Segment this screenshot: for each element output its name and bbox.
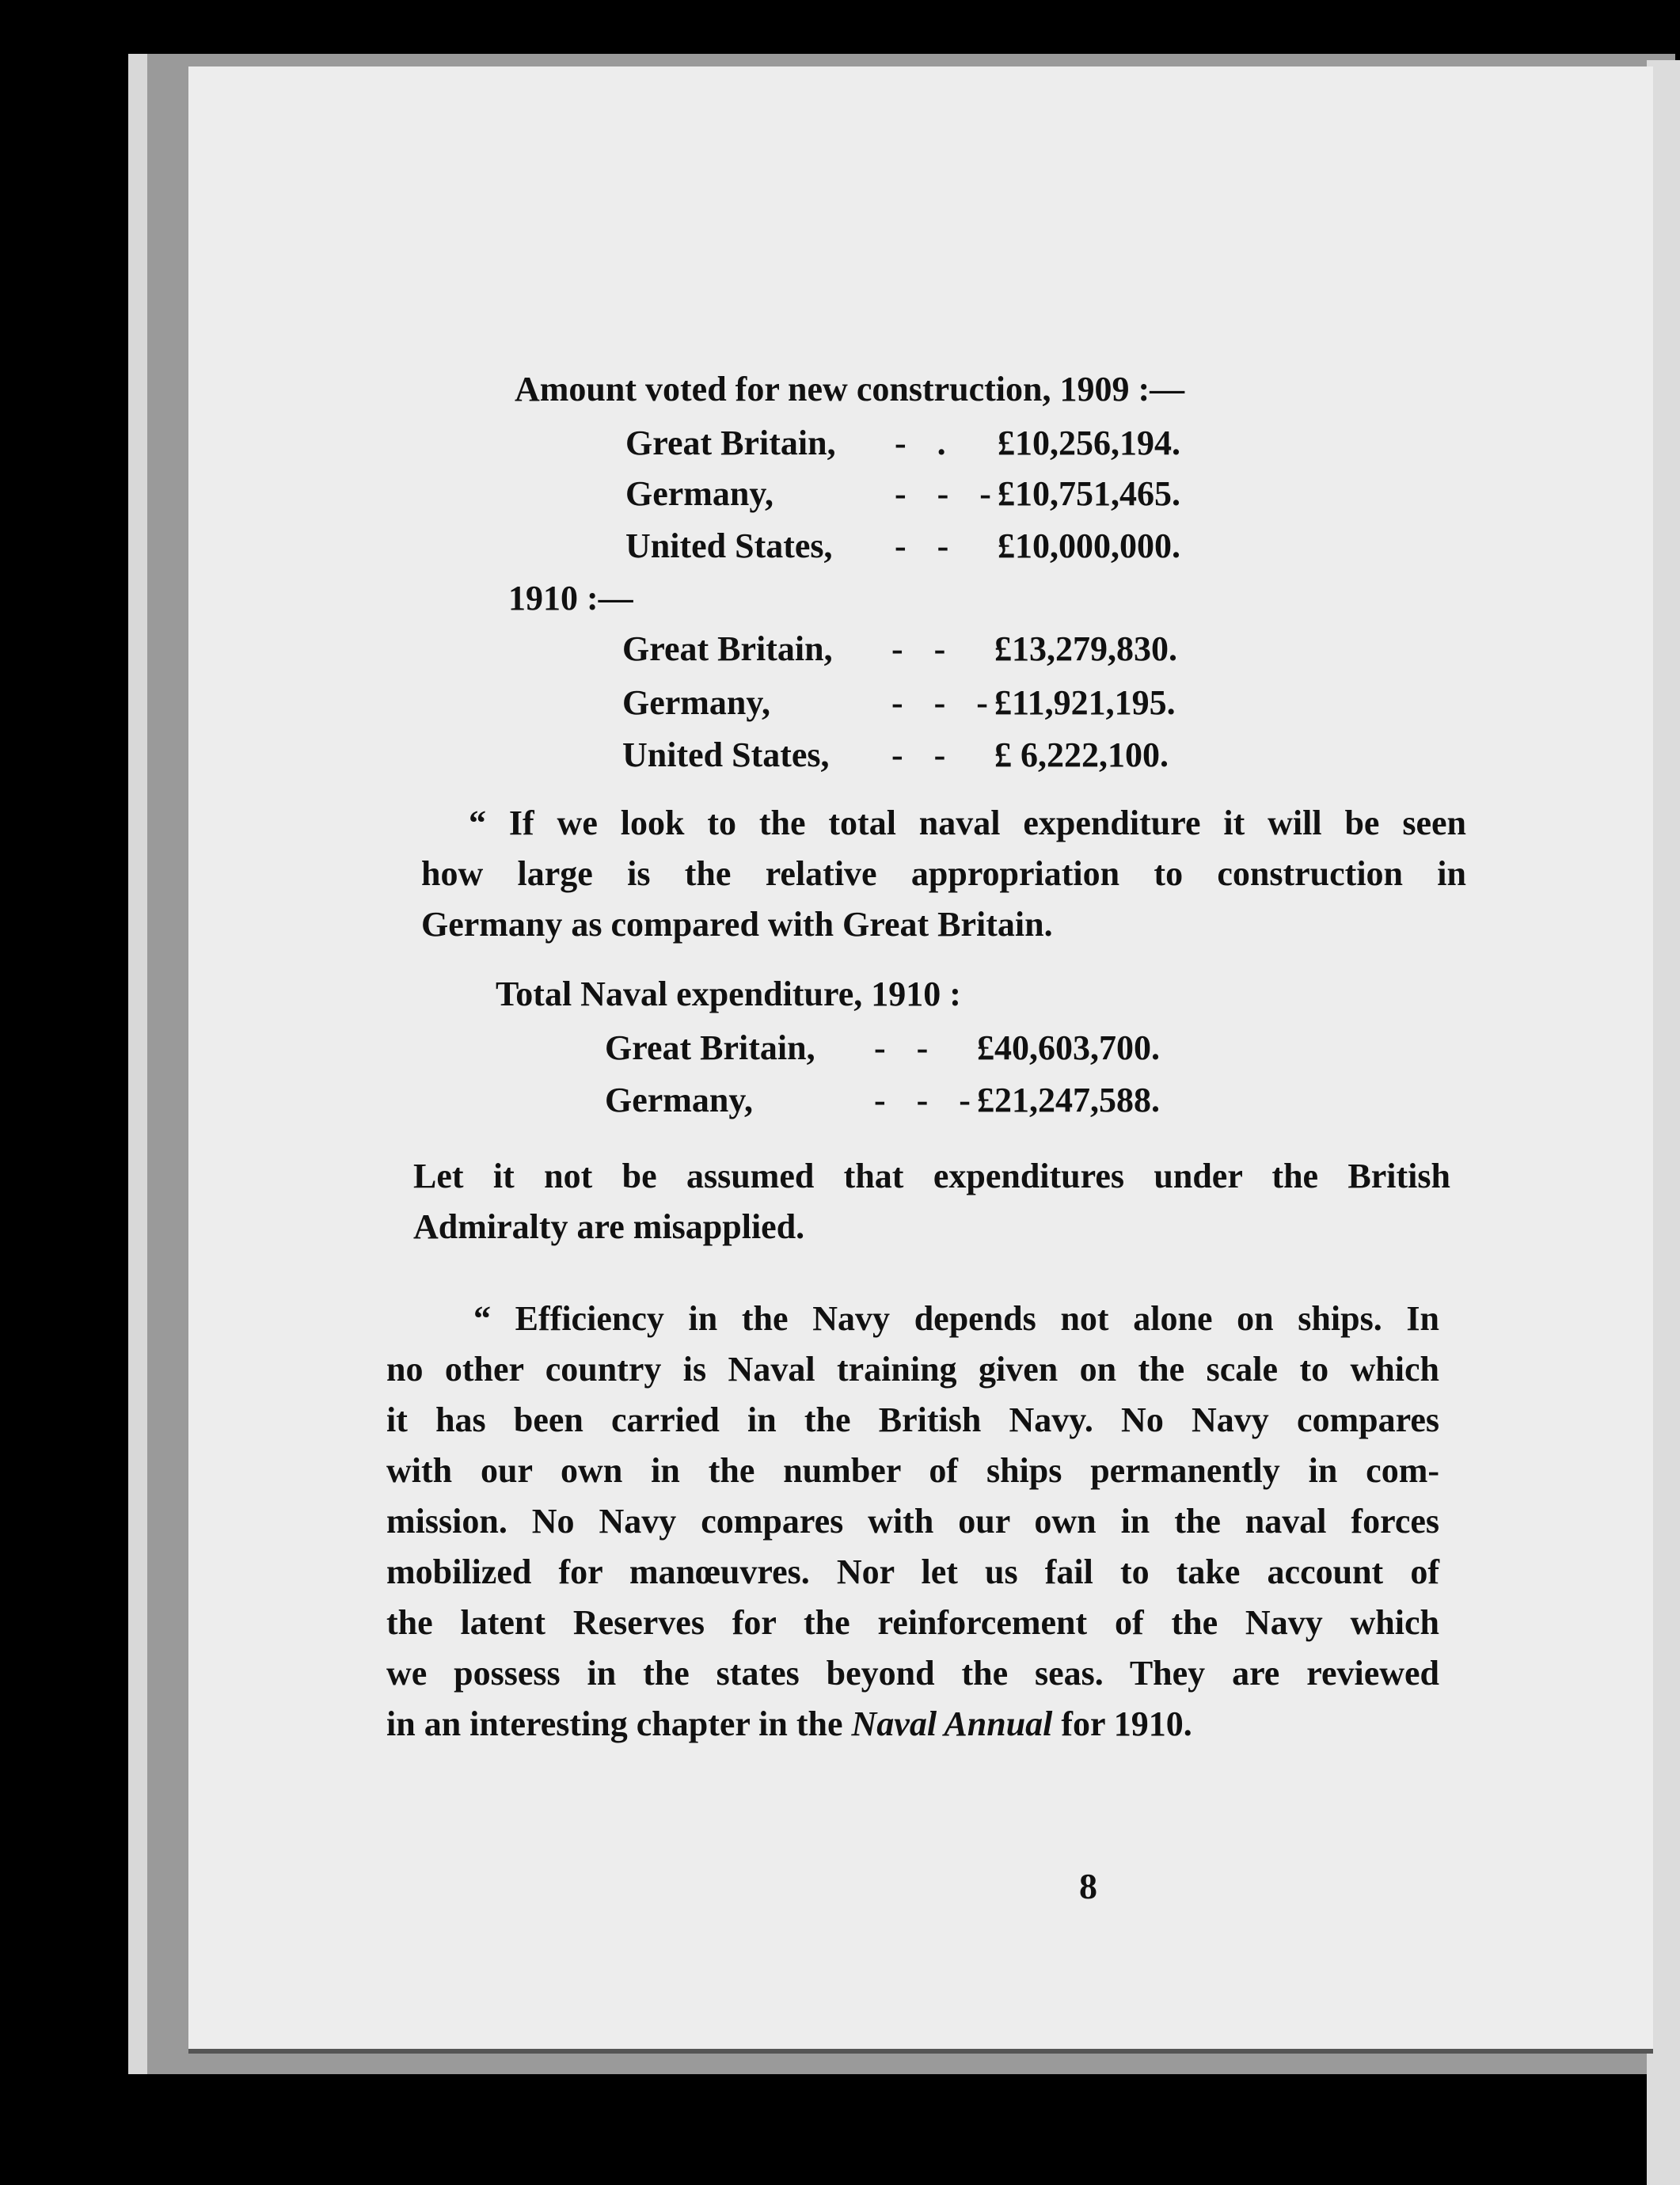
text-line: mobilized for manœuvres. Nor let us fail to take account of: [386, 1552, 1439, 1591]
country-label: Germany,: [622, 683, 770, 722]
amount-value: £11,921,195.: [994, 683, 1176, 722]
text-line: with our own in the number of ships permanently in com-: [386, 1451, 1439, 1490]
text-line: it has been carried in the British Navy. No Navy compares: [386, 1400, 1439, 1439]
leader-dashes: - .: [895, 424, 957, 462]
country-label: United States,: [625, 526, 833, 565]
leader-dashes: - -: [891, 735, 957, 774]
amount-value: £ 6,222,100.: [994, 735, 1169, 774]
country-label: Great Britain,: [622, 629, 833, 668]
country-label: United States,: [622, 735, 830, 774]
amount-value: £21,247,588.: [977, 1081, 1160, 1119]
country-label: Germany,: [605, 1081, 753, 1119]
page-number: 8: [1079, 1866, 1097, 1906]
amount-value: £10,751,465.: [998, 474, 1180, 513]
document-page: [188, 66, 1653, 2054]
total-heading: Total Naval expenditure, 1910 :: [496, 975, 961, 1013]
text-segment: for 1910.: [1052, 1704, 1192, 1743]
text-segment: in an interesting chapter in the: [386, 1704, 852, 1743]
text-line: Germany as compared with Great Britain.: [421, 905, 1053, 944]
text-line: the latent Reserves for the reinforcement of the Navy which: [386, 1603, 1439, 1642]
country-label: Great Britain,: [605, 1028, 815, 1067]
country-label: Great Britain,: [625, 424, 836, 462]
text-line: how large is the relative appropriation to construction in: [421, 854, 1466, 893]
amount-value: £10,256,194.: [998, 424, 1180, 462]
quote-paragraph-2: [386, 1294, 1439, 1750]
text-line: Admiralty are misapplied.: [413, 1207, 805, 1246]
leader-dashes: - - -: [895, 474, 1002, 513]
text-line: [386, 1699, 1439, 1750]
quote-paragraph-1: [421, 798, 1466, 950]
amount-value: £13,279,830.: [994, 629, 1177, 668]
leader-dashes: - -: [891, 629, 957, 668]
leader-dashes: - - -: [874, 1081, 982, 1119]
amount-value: £40,603,700.: [977, 1028, 1160, 1067]
text-line: mission. No Navy compares with our own in the naval forces: [386, 1502, 1439, 1541]
leader-dashes: - -: [874, 1028, 940, 1067]
leader-dashes: - -: [895, 526, 960, 565]
amount-value: £10,000,000.: [998, 526, 1180, 565]
text-line: Let it not be assumed that expenditures under the British: [413, 1157, 1450, 1195]
statement-paragraph: [413, 1151, 1450, 1252]
country-label: Germany,: [625, 474, 773, 513]
text-line: no other country is Naval training given on the scale to which: [386, 1350, 1439, 1389]
italic-title: Naval Annual: [851, 1704, 1053, 1743]
text-line: we possess in the states beyond the seas. They are reviewed: [386, 1654, 1439, 1693]
heading-1909: Amount voted for new construction, 1909 :—: [515, 370, 1185, 408]
text-line: “ Efficiency in the Navy depends not alone on ships. In: [473, 1299, 1439, 1338]
text-line: “ If we look to the total naval expenditure it will be seen: [469, 804, 1466, 842]
heading-1910: 1910 :—: [508, 579, 633, 618]
leader-dashes: - - -: [891, 683, 999, 722]
